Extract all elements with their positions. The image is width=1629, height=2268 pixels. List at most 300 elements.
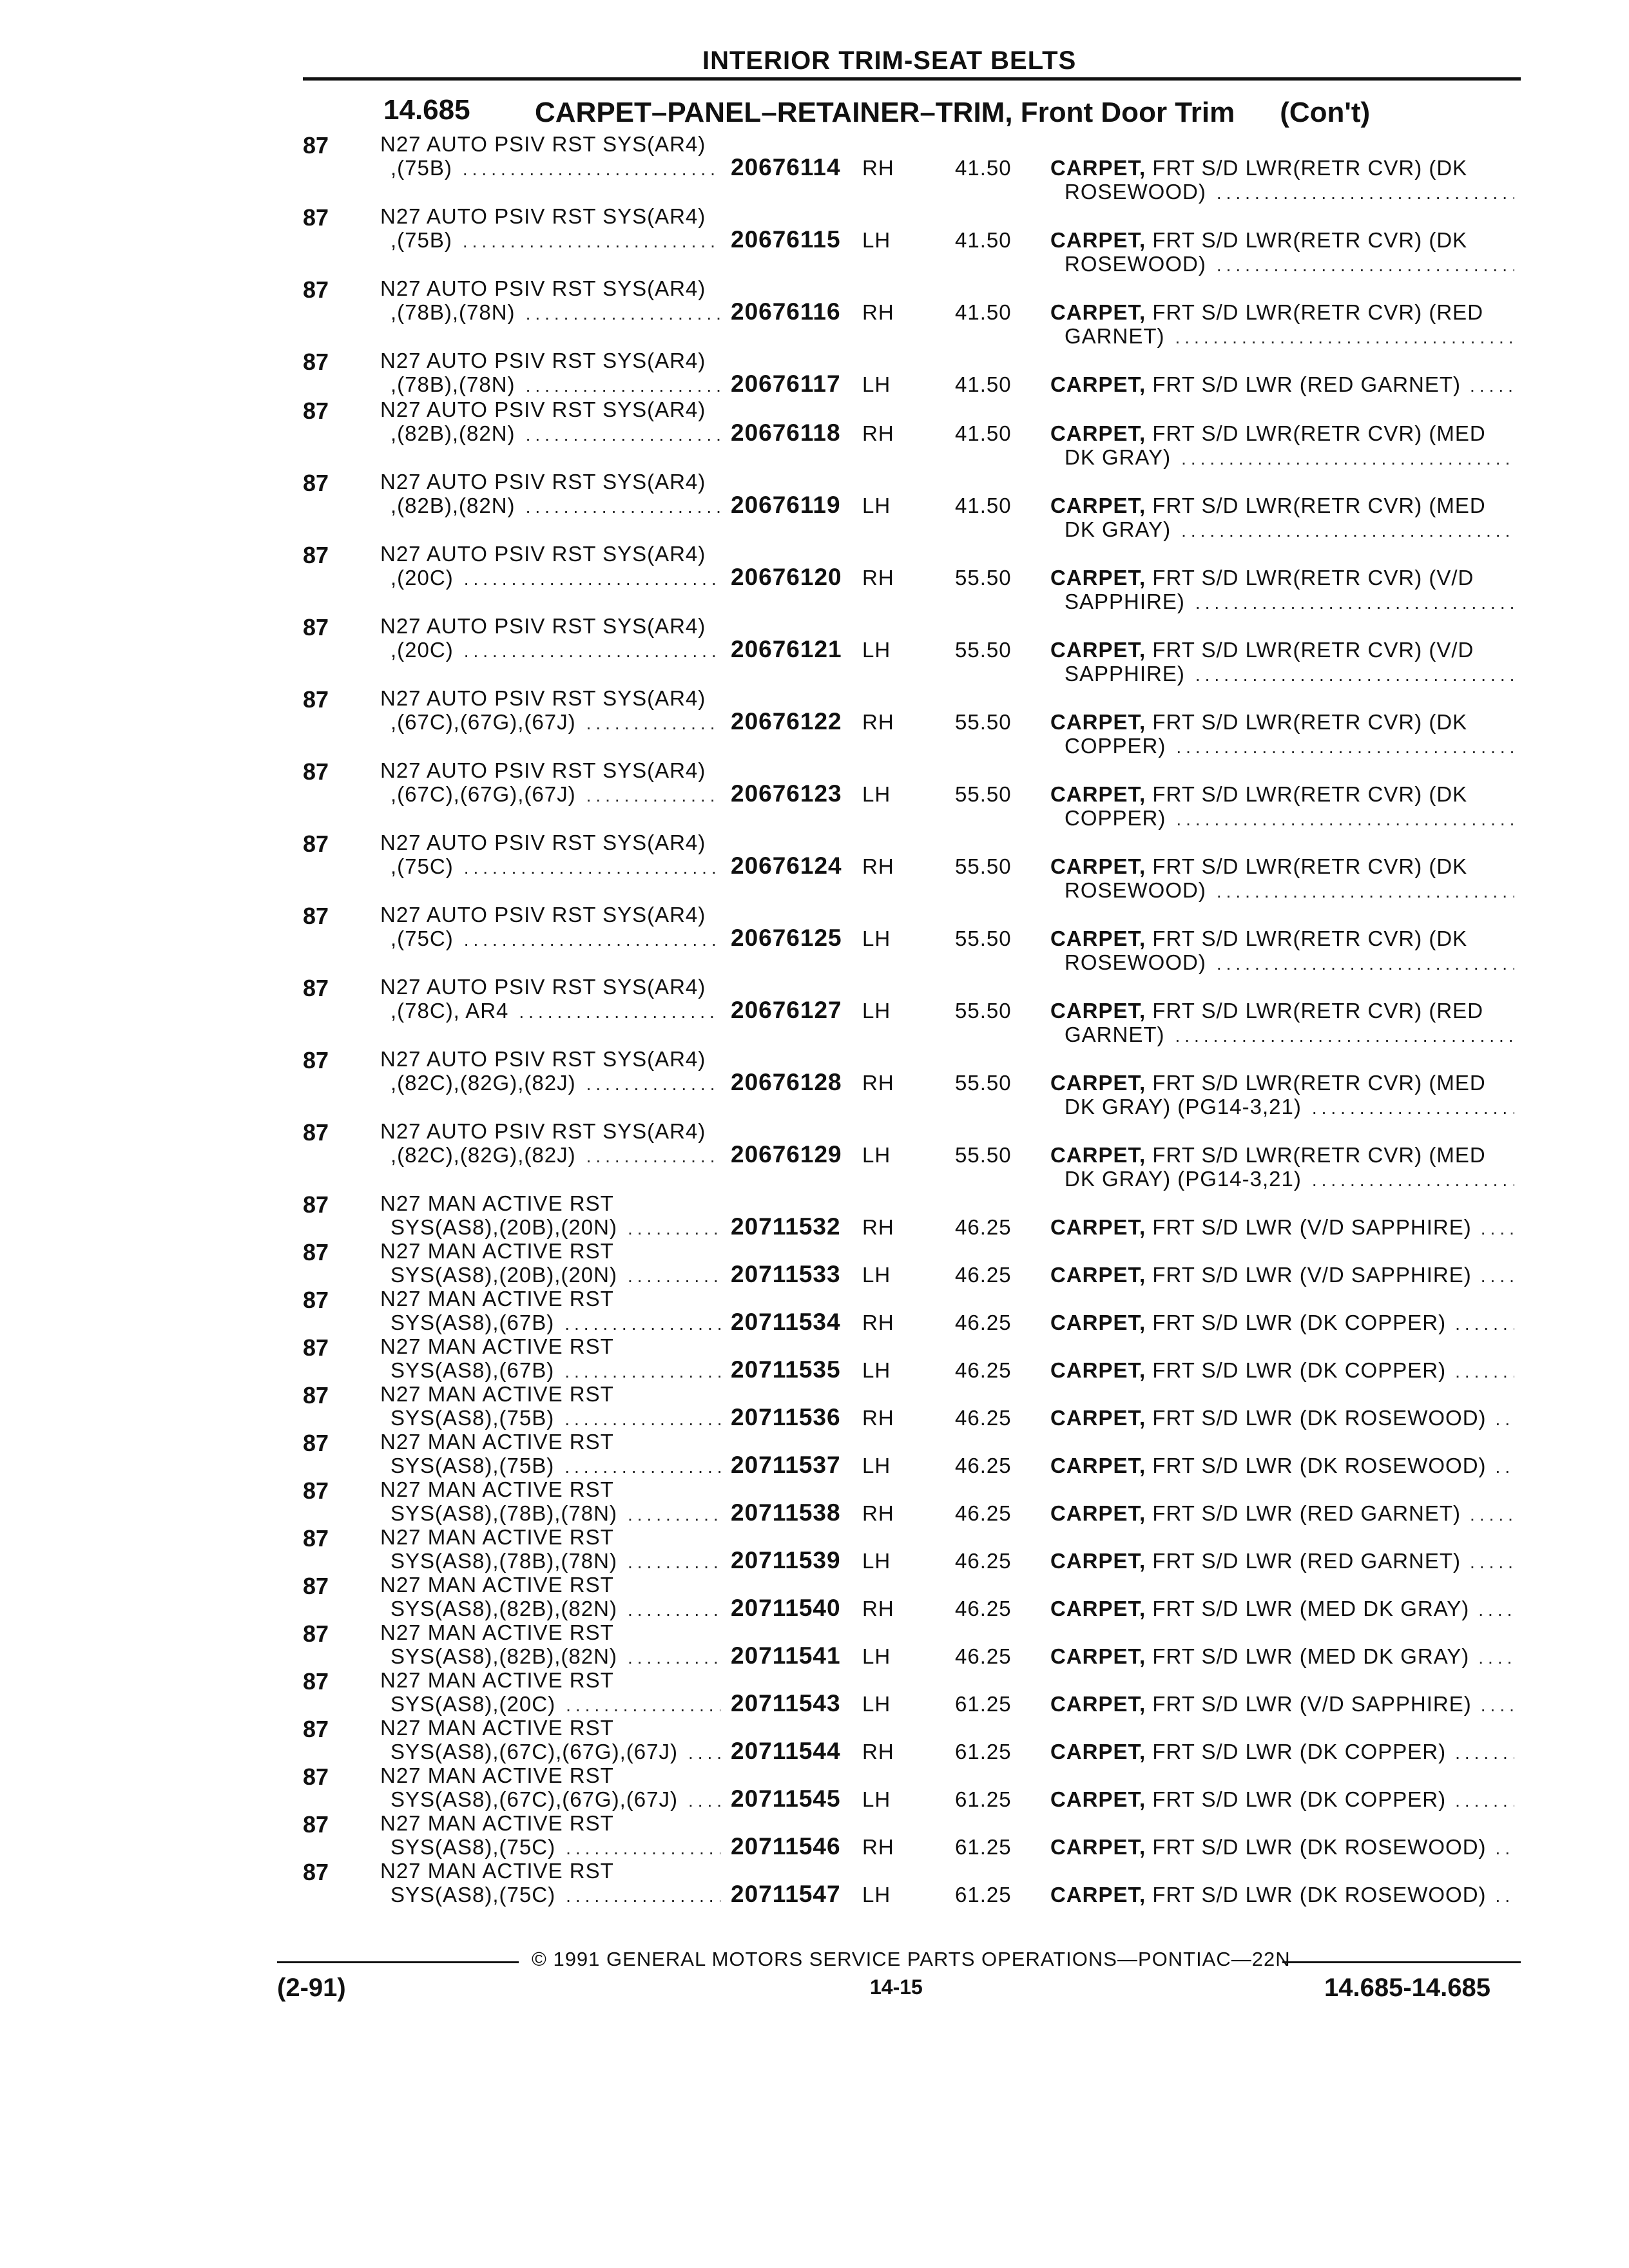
entry-price: 61.25 — [955, 1883, 1012, 1907]
entry-description-line1: N27 AUTO PSIV RST SYS(AR4) — [380, 903, 706, 927]
entry-description-line2 — [390, 1835, 720, 1860]
entry-price: 55.50 — [955, 854, 1012, 878]
entry-item-keyword: CARPET, — [1050, 156, 1146, 180]
entry-description-line2-text: SYS(AS8),(75B) — [390, 1454, 555, 1477]
entry-item-description — [1050, 1835, 1514, 1860]
entry-quantity: 87 — [303, 1477, 329, 1504]
page-header-title: INTERIOR TRIM-SEAT BELTS — [702, 46, 1077, 75]
entry-item-description — [1050, 156, 1514, 180]
entry-description-line2 — [390, 1263, 720, 1287]
entry-item-keyword: CARPET, — [1050, 566, 1146, 590]
entry-item-text — [1050, 228, 1467, 253]
dot-leader — [1176, 737, 1514, 758]
entry-price: 55.50 — [955, 1143, 1012, 1167]
entry-item-description-line2 — [1065, 1023, 1514, 1047]
entry-price: 46.25 — [955, 1311, 1012, 1334]
entry-part-number: 20711543 — [731, 1690, 841, 1716]
dot-leader — [464, 930, 720, 950]
entry-item-text — [1050, 854, 1467, 879]
entry-item-description-line2 — [1065, 180, 1514, 204]
entry-quantity: 87 — [303, 398, 329, 424]
entry-price: 41.50 — [955, 300, 1012, 324]
entry-side: RH — [862, 1311, 894, 1334]
entry-item-detail: FRT S/D LWR (RED GARNET) — [1146, 1501, 1461, 1525]
entry-item-description — [1050, 1311, 1514, 1335]
entry-item-description — [1050, 300, 1514, 325]
entry-item-text — [1050, 1644, 1469, 1669]
entry-description-line2 — [390, 228, 720, 253]
footer-rule-left — [277, 1961, 519, 1963]
entry-description-line2 — [390, 1358, 720, 1383]
entry-side: RH — [862, 300, 894, 324]
dot-leader — [628, 1600, 720, 1620]
entry-item-keyword: CARPET, — [1050, 1143, 1146, 1167]
entry-item-detail: FRT S/D LWR (MED DK GRAY) — [1146, 1597, 1470, 1620]
entry-item-keyword: CARPET, — [1050, 1549, 1146, 1573]
entry-item-detail: FRT S/D LWR(RETR CVR) (MED — [1146, 421, 1486, 445]
entry-description-line1: N27 AUTO PSIV RST SYS(AR4) — [380, 614, 706, 638]
entry-item-description — [1050, 710, 1514, 735]
entry-item-detail: FRT S/D LWR (RED GARNET) — [1146, 1549, 1461, 1573]
footer-copyright: © 1991 GENERAL MOTORS SERVICE PARTS OPERATIONS—PONTIAC—22N — [532, 1948, 1291, 1970]
entry-description-line2 — [390, 1692, 720, 1716]
parts-entry — [0, 276, 1629, 348]
entry-description-line2 — [390, 566, 720, 590]
entry-side: RH — [862, 854, 894, 878]
entry-quantity: 87 — [303, 1620, 329, 1647]
entry-description-line1: N27 AUTO PSIV RST SYS(AR4) — [380, 276, 706, 300]
entry-price: 46.25 — [955, 1644, 1012, 1668]
entry-price: 41.50 — [955, 372, 1012, 396]
entry-description-line2-text: SYS(AS8),(82B),(82N) — [390, 1597, 617, 1620]
entry-item-keyword: CARPET, — [1050, 1311, 1146, 1334]
entry-description-line1: N27 AUTO PSIV RST SYS(AR4) — [380, 349, 706, 372]
entry-item-description-line2 — [1065, 1095, 1514, 1119]
entry-item-text — [1050, 710, 1467, 735]
entry-item-description — [1050, 1263, 1514, 1287]
dot-leader — [1181, 448, 1514, 469]
entry-item-description — [1050, 638, 1514, 662]
entry-item-detail: FRT S/D LWR (V/D SAPPHIRE) — [1146, 1692, 1472, 1716]
entry-item-description — [1050, 228, 1514, 253]
dot-leader — [566, 1838, 720, 1859]
entry-item-description — [1050, 494, 1514, 518]
entry-item-description — [1050, 1883, 1514, 1907]
entry-part-number: 20676121 — [731, 636, 842, 662]
dot-leader — [1195, 665, 1514, 686]
entry-description-line2 — [390, 782, 720, 807]
entry-description-line2-text: SYS(AS8),(78B),(78N) — [390, 1501, 617, 1525]
dot-leader — [464, 569, 720, 590]
entry-item-keyword: CARPET, — [1050, 228, 1146, 252]
entry-price: 46.25 — [955, 1406, 1012, 1430]
entry-side: LH — [862, 782, 891, 806]
entry-description-line1: N27 MAN ACTIVE RST — [380, 1525, 614, 1549]
entry-description-line1: N27 MAN ACTIVE RST — [380, 1668, 614, 1692]
entry-side: RH — [862, 156, 894, 180]
entry-price: 55.50 — [955, 638, 1012, 662]
entry-item-text — [1050, 156, 1467, 180]
dot-leader — [564, 1361, 720, 1382]
entry-part-number: 20711539 — [731, 1547, 841, 1573]
entry-quantity: 87 — [303, 1382, 329, 1408]
entry-quantity: 87 — [303, 1525, 329, 1552]
entry-quantity: 87 — [303, 1763, 329, 1790]
entry-description-line1: N27 MAN ACTIVE RST — [380, 1859, 614, 1883]
section-continued-label: (Con't) — [1280, 97, 1371, 128]
entry-price: 46.25 — [955, 1597, 1012, 1620]
dot-leader — [526, 376, 720, 396]
entry-side: RH — [862, 1215, 894, 1239]
entry-item-line2-text: COPPER) — [1065, 734, 1166, 758]
entry-item-detail: FRT S/D LWR (DK ROSEWOOD) — [1146, 1406, 1487, 1430]
entry-part-number: 20711535 — [731, 1356, 841, 1383]
entry-description-line2 — [390, 1644, 720, 1669]
entry-quantity: 87 — [303, 1716, 329, 1742]
entry-description-line2-text: SYS(AS8),(82B),(82N) — [390, 1644, 617, 1668]
entry-item-keyword: CARPET, — [1050, 421, 1146, 445]
entry-item-text — [1050, 1835, 1487, 1860]
section-number: 14.685 — [383, 94, 470, 126]
entry-part-number: 20711544 — [731, 1738, 841, 1764]
dot-leader — [1217, 255, 1514, 276]
entry-description-line1: N27 MAN ACTIVE RST — [380, 1430, 614, 1454]
entry-side: RH — [862, 1740, 894, 1763]
entry-description-line2-text: ,(20C) — [390, 638, 454, 662]
dot-leader — [1478, 1648, 1514, 1668]
dot-leader — [586, 1074, 720, 1095]
entry-item-description-line2 — [1065, 590, 1514, 614]
entry-item-detail: FRT S/D LWR(RETR CVR) (DK — [1146, 854, 1468, 878]
entry-description-line1: N27 AUTO PSIV RST SYS(AR4) — [380, 975, 706, 999]
entry-item-keyword: CARPET, — [1050, 1358, 1146, 1382]
entry-description-line2 — [390, 1549, 720, 1573]
entry-description-line2 — [390, 1787, 720, 1812]
entry-part-number: 20676124 — [731, 852, 842, 879]
entry-item-detail: FRT S/D LWR(RETR CVR) (RED — [1146, 300, 1484, 324]
entry-item-keyword: CARPET, — [1050, 1263, 1146, 1287]
entry-description-line1: N27 AUTO PSIV RST SYS(AR4) — [380, 831, 706, 854]
dot-leader — [566, 1695, 720, 1716]
entry-item-detail: FRT S/D LWR (V/D SAPPHIRE) — [1146, 1215, 1472, 1239]
entry-item-description-line2 — [1065, 734, 1514, 758]
entry-item-text — [1050, 638, 1474, 662]
entry-price: 46.25 — [955, 1215, 1012, 1239]
entry-side: RH — [862, 1835, 894, 1859]
parts-entry — [0, 758, 1629, 830]
entry-description-line1: N27 AUTO PSIV RST SYS(AR4) — [380, 1119, 706, 1143]
entry-quantity: 87 — [303, 542, 329, 568]
entry-part-number: 20676127 — [731, 997, 842, 1023]
entry-description-line2 — [390, 1311, 720, 1335]
entry-description-line1: N27 MAN ACTIVE RST — [380, 1477, 614, 1501]
dot-leader — [688, 1743, 720, 1763]
entry-description-line2 — [390, 494, 720, 518]
entry-quantity: 87 — [303, 1334, 329, 1361]
entry-part-number: 20676119 — [731, 492, 841, 518]
entry-item-text — [1050, 1454, 1487, 1478]
entry-item-description-line2 — [1065, 1167, 1514, 1191]
parts-entry — [0, 614, 1629, 686]
footer-date: (2-91) — [277, 1974, 346, 2002]
entry-description-line1: N27 AUTO PSIV RST SYS(AR4) — [380, 204, 706, 228]
dot-leader — [1481, 1218, 1514, 1239]
entry-side: LH — [862, 1692, 891, 1716]
entry-description-line2-text: ,(82B),(82N) — [390, 421, 516, 445]
dot-leader — [586, 713, 720, 734]
entry-item-description — [1050, 999, 1514, 1023]
entry-quantity: 87 — [303, 686, 329, 713]
entry-part-number: 20676125 — [731, 925, 842, 951]
entry-description-line1: N27 AUTO PSIV RST SYS(AR4) — [380, 542, 706, 566]
dot-leader — [519, 1002, 720, 1023]
entry-price: 55.50 — [955, 782, 1012, 806]
entry-description-line2-text: ,(67C),(67G),(67J) — [390, 710, 576, 734]
entry-item-description — [1050, 1644, 1514, 1669]
dot-leader — [1175, 327, 1515, 348]
dot-leader — [628, 1266, 720, 1287]
entry-quantity: 87 — [303, 470, 329, 496]
entry-quantity: 87 — [303, 1430, 329, 1456]
entry-part-number: 20711545 — [731, 1785, 841, 1812]
parts-entry — [0, 686, 1629, 758]
entry-description-line2-text: ,(20C) — [390, 566, 454, 590]
entry-side: LH — [862, 494, 891, 517]
entry-part-number: 20676123 — [731, 780, 842, 807]
entry-side: LH — [862, 1454, 891, 1477]
entry-quantity: 87 — [303, 903, 329, 929]
entry-side: LH — [862, 638, 891, 662]
entry-side: LH — [862, 1358, 891, 1382]
entry-price: 46.25 — [955, 1454, 1012, 1477]
entry-price: 61.25 — [955, 1787, 1012, 1811]
entry-part-number: 20711546 — [731, 1833, 841, 1860]
dot-leader — [1195, 593, 1514, 613]
entry-description-line1: N27 AUTO PSIV RST SYS(AR4) — [380, 132, 706, 156]
dot-leader — [564, 1314, 720, 1334]
entry-quantity: 87 — [303, 1859, 329, 1885]
entry-item-description-line2 — [1065, 445, 1514, 470]
dot-leader — [1470, 376, 1514, 396]
entry-item-keyword: CARPET, — [1050, 1597, 1146, 1620]
entry-item-keyword: CARPET, — [1050, 372, 1146, 396]
dot-leader — [1455, 1791, 1514, 1811]
entry-description-line1: N27 MAN ACTIVE RST — [380, 1716, 614, 1740]
entry-description-line2 — [390, 927, 720, 951]
dot-leader — [1176, 809, 1514, 830]
entry-item-text — [1050, 494, 1486, 518]
entry-description-line2-text: SYS(AS8),(20B),(20N) — [390, 1215, 617, 1239]
dot-leader — [1217, 954, 1514, 974]
entry-item-description — [1050, 421, 1514, 446]
entry-item-keyword: CARPET, — [1050, 1835, 1146, 1859]
entry-item-keyword: CARPET, — [1050, 1406, 1146, 1430]
entry-item-line2-text: ROSEWOOD) — [1065, 950, 1206, 974]
entry-description-line2-text: ,(75C) — [390, 927, 454, 950]
entry-description-line1: N27 AUTO PSIV RST SYS(AR4) — [380, 1047, 706, 1071]
parts-entry — [0, 204, 1629, 276]
entry-item-description-line2 — [1065, 878, 1514, 903]
entry-item-detail: FRT S/D LWR(RETR CVR) (MED — [1146, 1071, 1486, 1095]
section-title-text: CARPET–PANEL–RETAINER–TRIM, Front Door Trim — [535, 97, 1235, 128]
entry-item-text — [1050, 1692, 1472, 1716]
entry-item-keyword: CARPET, — [1050, 782, 1146, 806]
entry-item-description-line2 — [1065, 806, 1514, 831]
entry-description-line2 — [390, 1740, 720, 1764]
parts-entry — [0, 1119, 1629, 1191]
entry-item-text — [1050, 1501, 1461, 1526]
parts-entry — [0, 542, 1629, 613]
entry-item-line2-text: GARNET) — [1065, 324, 1165, 348]
entry-item-description — [1050, 1692, 1514, 1716]
entry-side: LH — [862, 1787, 891, 1811]
entry-description-line2 — [390, 156, 720, 180]
entry-price: 55.50 — [955, 927, 1012, 950]
entry-item-description — [1050, 1071, 1514, 1095]
entry-description-line2-text: ,(78C), AR4 — [390, 999, 509, 1023]
entry-part-number: 20711540 — [731, 1595, 841, 1621]
entry-description-line2 — [390, 372, 720, 397]
entry-item-keyword: CARPET, — [1050, 1501, 1146, 1525]
entry-item-detail: FRT S/D LWR (DK COPPER) — [1146, 1311, 1447, 1334]
entry-item-detail: FRT S/D LWR (DK ROSEWOOD) — [1146, 1835, 1487, 1859]
entry-side: LH — [862, 1263, 891, 1287]
entry-item-description-line2 — [1065, 324, 1514, 349]
entry-side: RH — [862, 421, 894, 445]
entry-price: 41.50 — [955, 228, 1012, 252]
entry-item-line2-text: DK GRAY) — [1065, 445, 1171, 469]
dot-leader — [1496, 1838, 1514, 1859]
entry-description-line2-text: SYS(AS8),(20B),(20N) — [390, 1263, 617, 1287]
entry-item-detail: FRT S/D LWR (DK COPPER) — [1146, 1787, 1447, 1811]
entry-item-keyword: CARPET, — [1050, 494, 1146, 517]
entry-description-line1: N27 MAN ACTIVE RST — [380, 1334, 614, 1358]
entry-item-detail: FRT S/D LWR (V/D SAPPHIRE) — [1146, 1263, 1472, 1287]
dot-leader — [1312, 1098, 1514, 1119]
entry-description-line2-text: ,(75C) — [390, 854, 454, 878]
entry-price: 55.50 — [955, 1071, 1012, 1095]
entry-side: LH — [862, 1143, 891, 1167]
entry-description-line1: N27 MAN ACTIVE RST — [380, 1763, 614, 1787]
entry-description-line2 — [390, 999, 720, 1023]
entry-item-detail: FRT S/D LWR (DK ROSEWOOD) — [1146, 1454, 1487, 1477]
entry-item-text — [1050, 421, 1486, 446]
dot-leader — [586, 1146, 720, 1167]
entry-item-line2-text: GARNET) — [1065, 1023, 1165, 1046]
entry-item-description — [1050, 1501, 1514, 1526]
entry-item-detail: FRT S/D LWR(RETR CVR) (V/D — [1146, 566, 1474, 590]
dot-leader — [564, 1409, 720, 1430]
entry-item-keyword: CARPET, — [1050, 999, 1146, 1023]
dot-leader — [526, 303, 720, 324]
entry-item-description — [1050, 1215, 1514, 1240]
entry-item-keyword: CARPET, — [1050, 1215, 1146, 1239]
dot-leader — [526, 497, 720, 517]
entry-item-description-line2 — [1065, 517, 1514, 542]
entry-description-line1: N27 AUTO PSIV RST SYS(AR4) — [380, 758, 706, 782]
entry-item-line2-text: ROSEWOOD) — [1065, 180, 1206, 204]
entry-description-line2 — [390, 1883, 720, 1907]
entry-side: LH — [862, 1644, 891, 1668]
entry-item-keyword: CARPET, — [1050, 1692, 1146, 1716]
entry-item-text — [1050, 1787, 1446, 1812]
entry-description-line2-text: ,(82C),(82G),(82J) — [390, 1071, 576, 1095]
entry-item-text — [1050, 1071, 1486, 1095]
entry-side: LH — [862, 1883, 891, 1907]
entry-part-number: 20676115 — [731, 226, 841, 253]
entry-quantity: 87 — [303, 349, 329, 375]
parts-entry — [0, 975, 1629, 1046]
dot-leader — [463, 159, 720, 180]
entry-item-text — [1050, 782, 1467, 807]
entry-part-number: 20676117 — [731, 370, 841, 397]
dot-leader — [526, 425, 720, 445]
entry-description-line2 — [390, 1501, 720, 1526]
entry-description-line1: N27 AUTO PSIV RST SYS(AR4) — [380, 470, 706, 494]
entry-description-line2-text: SYS(AS8),(78B),(78N) — [390, 1549, 617, 1573]
entry-item-line2-text: ROSEWOOD) — [1065, 252, 1206, 276]
entry-description-line1: N27 MAN ACTIVE RST — [380, 1191, 614, 1215]
entry-item-text — [1050, 566, 1474, 590]
entry-part-number: 20676116 — [731, 298, 841, 325]
dot-leader — [1455, 1314, 1514, 1334]
entry-item-detail: FRT S/D LWR(RETR CVR) (MED — [1146, 1143, 1486, 1167]
dot-leader — [1496, 1886, 1514, 1907]
dot-leader — [628, 1552, 720, 1573]
entry-item-line2-text: SAPPHIRE) — [1065, 590, 1185, 613]
entry-description-line2-text: ,(78B),(78N) — [390, 372, 516, 396]
dot-leader — [1470, 1504, 1514, 1525]
entry-item-detail: FRT S/D LWR (DK COPPER) — [1146, 1740, 1447, 1763]
entry-item-text — [1050, 372, 1461, 397]
entry-part-number: 20676129 — [731, 1141, 842, 1168]
entry-part-number: 20711537 — [731, 1452, 841, 1478]
entry-quantity: 87 — [303, 1239, 329, 1265]
entry-description-line2-text: SYS(AS8),(67B) — [390, 1311, 555, 1334]
entry-description-line2 — [390, 710, 720, 735]
entry-price: 61.25 — [955, 1740, 1012, 1763]
dot-leader — [628, 1504, 720, 1525]
entry-item-keyword: CARPET, — [1050, 710, 1146, 734]
entry-description-line2-text: ,(82C),(82G),(82J) — [390, 1143, 576, 1167]
entry-price: 46.25 — [955, 1549, 1012, 1573]
entry-description-line2-text: SYS(AS8),(20C) — [390, 1692, 556, 1716]
entry-quantity: 87 — [303, 1573, 329, 1599]
entry-item-detail: FRT S/D LWR(RETR CVR) (MED — [1146, 494, 1486, 517]
entry-item-line2-text: DK GRAY) (PG14-3,21) — [1065, 1167, 1302, 1191]
entry-quantity: 87 — [303, 758, 329, 785]
entry-description-line1: N27 MAN ACTIVE RST — [380, 1382, 614, 1406]
entry-description-line2 — [390, 1454, 720, 1478]
entry-item-description — [1050, 1740, 1514, 1764]
entry-description-line1: N27 MAN ACTIVE RST — [380, 1620, 614, 1644]
entry-quantity: 87 — [303, 204, 329, 231]
dot-leader — [628, 1218, 720, 1239]
entry-item-keyword: CARPET, — [1050, 638, 1146, 662]
entry-item-description — [1050, 566, 1514, 590]
entry-side: RH — [862, 566, 894, 590]
entry-item-detail: FRT S/D LWR (DK ROSEWOOD) — [1146, 1883, 1487, 1907]
dot-leader — [1175, 1026, 1515, 1046]
entry-side: LH — [862, 1549, 891, 1573]
entry-item-text — [1050, 1549, 1461, 1573]
entry-item-detail: FRT S/D LWR (RED GARNET) — [1146, 372, 1461, 396]
entry-item-text — [1050, 1740, 1446, 1764]
entry-item-detail: FRT S/D LWR(RETR CVR) (DK — [1146, 782, 1468, 806]
entry-item-keyword: CARPET, — [1050, 1883, 1146, 1907]
entry-item-detail: FRT S/D LWR(RETR CVR) (DK — [1146, 228, 1468, 252]
entry-item-line2-text: ROSEWOOD) — [1065, 878, 1206, 902]
